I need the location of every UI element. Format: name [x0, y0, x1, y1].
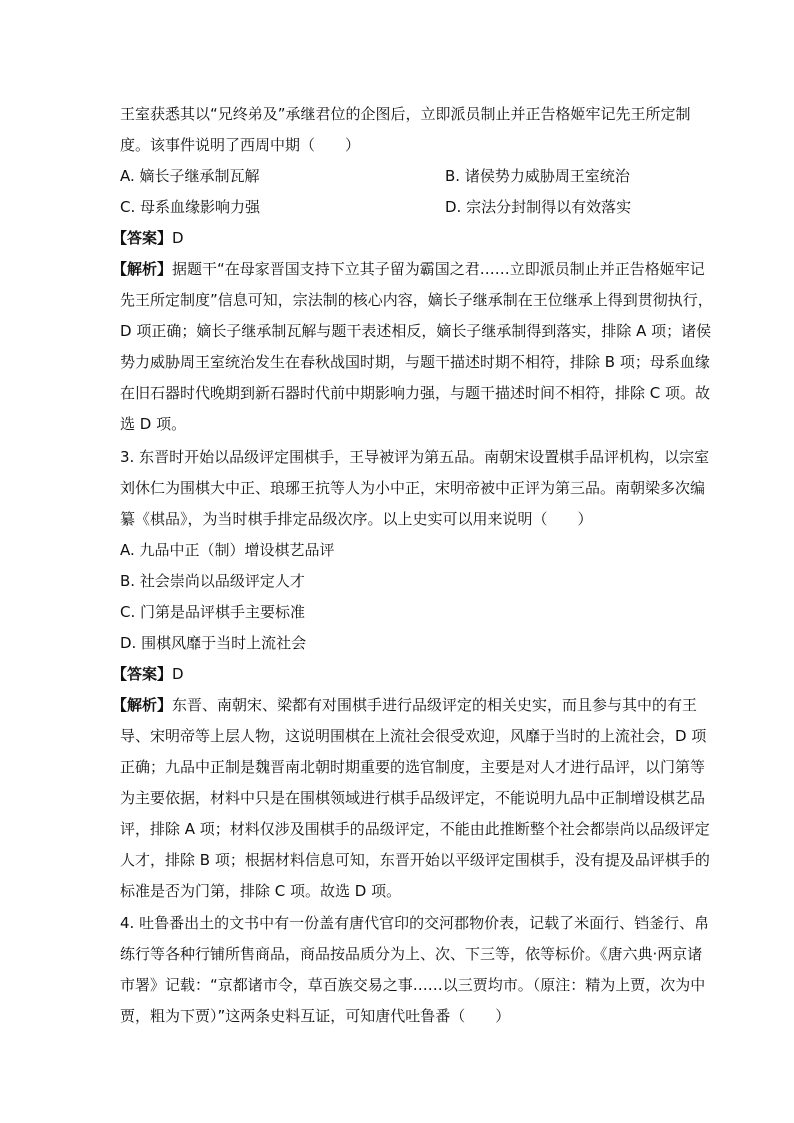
q2-option-c: C. 母系血缘影响力强: [120, 198, 261, 216]
q2-answer: [112, 228, 184, 248]
q3-analysis-line-5: 评，排除 A 项；材料仅涉及围棋手的品级评定，不能由此推断整个社会都崇尚以品级评定: [120, 820, 710, 838]
q3-stem-line-1: 3. 东晋时开始以品级评定围棋手，王导被评为第五品。南朝宋设置棋手品评机构，以宗室: [120, 448, 710, 466]
q2-analysis-label: 【解析】: [112, 260, 173, 278]
q2-option-d: D. 宗法分封制得以有效落实: [445, 198, 632, 216]
q2-answer-label: 【答案】: [112, 229, 173, 247]
q2-analysis-line-6: 选 D 项。: [120, 415, 187, 433]
q2-option-a: A. 嫡长子继承制瓦解: [120, 167, 260, 185]
q3-answer-label: 【答案】: [112, 665, 173, 683]
q2-analysis-line-3: D 项正确；嫡长子继承制瓦解与题干表述相反，嫡长子继承制得到落实，排除 A 项；诸侯: [120, 322, 712, 340]
q3-analysis-line-3: 正确；九品中正制是魏晋南北朝时期重要的选官制度，主要是对人才进行品评，以门第等: [120, 758, 706, 776]
q2-analysis-line-4: 势力威胁周王室统治发生在春秋战国时期，与题干描述时期不相符，排除 B 项；母系血缘: [120, 353, 710, 371]
q3-option-c: C. 门第是品评棋手主要标准: [120, 603, 306, 621]
q2-stem-line-2: 度。该事件说明了西周中期（ ）: [120, 136, 361, 154]
q3-analysis-line-1: [112, 695, 697, 715]
q2-stem-line-1: 王室获悉其以“兄终弟及”承继君位的企图后，立即派员制止并正告格姬牢记先王所定制: [120, 105, 691, 123]
q2-answer-value: D: [172, 229, 184, 247]
q2-analysis-line-5: 在旧石器时代晚期到新石器时代前中期影响力强，与题干描述时间不相符，排除 C 项。故: [120, 384, 711, 402]
q3-analysis-line-7: 标准是否为门第，排除 C 项。故选 D 项。: [120, 882, 402, 900]
q2-option-b: B. 诸侯势力威胁周王室统治: [445, 167, 630, 185]
q2-analysis-line-2: 先王所定制度”信息可知，宗法制的核心内容，嫡长子继承制在王位继承上得到贯彻执行，: [120, 291, 713, 309]
q3-analysis-text-1: 东晋、南朝宋、梁都有对围棋手进行品级评定的相关史实，而且参与其中的有王: [172, 696, 698, 714]
q4-stem-line-4: 贾，粗为下贾）”这两条史料互证，可知唐代吐鲁番（ ）: [120, 1007, 511, 1025]
q3-option-b: B. 社会崇尚以品级评定人才: [120, 572, 305, 590]
q3-analysis-label: 【解析】: [112, 696, 173, 714]
q4-stem-line-3: 市署》记载：“京都诸市令，草百族交易之事……以三贾均市。（原注：精为上贾，次为中: [120, 976, 706, 994]
q3-answer-value: D: [172, 665, 184, 683]
q2-analysis-line-1: [112, 259, 705, 279]
q3-option-d: D. 围棋风靡于当时上流社会: [120, 634, 307, 652]
q3-analysis-line-6: 人才，排除 B 项；根据材料信息可知，东晋开始以平级评定围棋手，没有提及品评棋手的: [120, 851, 710, 869]
q4-stem-line-1: 4. 吐鲁番出土的文书中有一份盖有唐代官印的交河郡物价表，记载了米面行、铛釜行、帛: [120, 914, 710, 932]
q2-analysis-text-1: 据题干“在母家晋国支持下立其子留为霸国之君……立即派员制止并正告格姬牢记: [172, 260, 705, 278]
q3-stem-line-2: 刘休仁为围棋大中正、琅琊王抗等人为小中正，宋明帝被中正评为第三品。南朝梁多次编: [120, 479, 706, 497]
q3-stem-line-3: 纂《棋品》，为当时棋手排定品级次序。以上史实可以用来说明（ ）: [120, 510, 593, 528]
q3-analysis-line-2: 导、宋明帝等上层人物，这说明围棋在上流社会很受欢迎，风靡于当时的上流社会，D 项: [120, 727, 707, 745]
q3-analysis-line-4: 为主要依据，材料中只是在围棋领域进行棋手品级评定，不能说明九品中正制增设棋艺品: [120, 789, 706, 807]
q3-answer: [112, 664, 184, 684]
q3-option-a: A. 九品中正（制）增设棋艺品评: [120, 541, 335, 559]
q4-stem-line-2: 练行等各种行铺所售商品，商品按品质分为上、次、下三等，依等标价。《唐六典·两京诸: [120, 945, 703, 963]
